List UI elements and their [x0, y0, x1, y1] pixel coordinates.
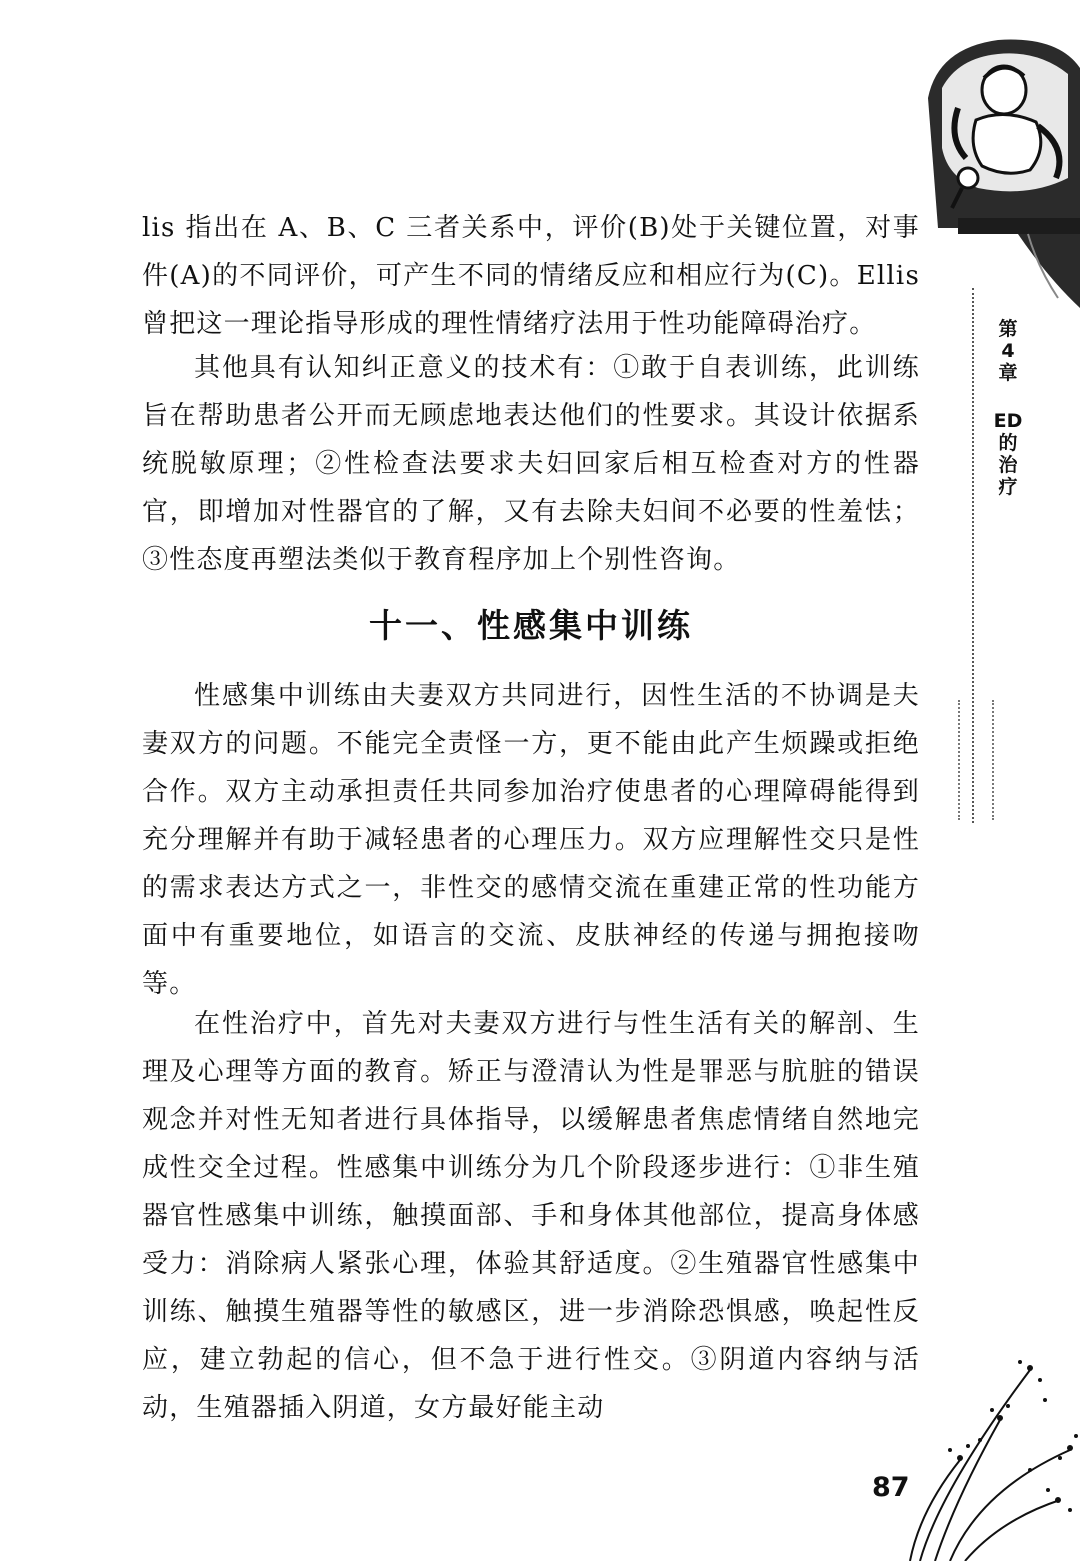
page-number: 87	[872, 1472, 910, 1503]
paragraph: 性感集中训练由夫妻双方共同进行，因性生活的不协调是夫妻双方的问题。不能完全责怪一方，更不能由此产生烦躁或拒绝合作。双方主动承担责任共同参加治疗使患者的心理障碍能得到充分理解并有助于减轻患者的心理压力。双方应理解性交只是性的需求表达方式之一，非性交的感情交流在重建正常的性功能方面中有重要地位，如语言的交流、皮肤神经的传递与拥抱接吻等。	[142, 681, 920, 999]
paragraph-block	[142, 204, 920, 348]
chapter-figure-illustration-icon	[918, 28, 1080, 320]
chapter-topic	[994, 410, 1023, 498]
section-heading: 十一、性感集中训练	[369, 606, 693, 645]
chapter-char: 4	[1001, 340, 1015, 362]
paragraph-continued: lis 指出在 A、B、C 三者关系中，评价(B)处于关键位置，对事件(A)的不同评价，可产生不同的情绪反应和相应行为(C)。Ellis 曾把这一理论指导形成的理性情绪疗法用于性功能障碍治疗。	[142, 213, 920, 339]
chapter-side-tab	[980, 318, 1036, 498]
side-dotted-rule	[958, 700, 960, 820]
side-dotted-rule	[972, 288, 974, 823]
paragraph: 在性治疗中，首先对夫妻双方进行与性生活有关的解剖、生理及心理等方面的教育。矫正与澄清认为性是罪恶与肮脏的错误观念并对性无知者进行具体指导，以缓解患者焦虑情绪自然地完成性交全过程。性感集中训练分为几个阶段逐步进行：①非生殖器官性感集中训练，触摸面部、手和身体其他部位，提高身体感受力：消除病人紧张心理，体验其舒适度。②生殖器官性感集中训练、触摸生殖器等性的敏感区，进一步消除恐惧感，唤起性反应，建立勃起的信心，但不急于进行性交。③阴道内容纳与活动，生殖器插入阴道，女方最好能主动	[142, 1009, 920, 1423]
paragraph-block	[142, 1000, 920, 1432]
paragraph-block	[142, 672, 920, 1008]
topic-char: ED	[993, 410, 1023, 432]
topic-char: 的	[998, 432, 1018, 454]
paragraph-block	[142, 344, 920, 584]
sparkle-decoration-icon	[880, 1340, 1080, 1561]
chapter-char: 第	[998, 318, 1018, 340]
chapter-number	[998, 318, 1017, 384]
chapter-char: 章	[998, 362, 1018, 384]
side-dotted-rule	[992, 700, 994, 820]
paragraph: 其他具有认知纠正意义的技术有：①敢于自表训练，此训练旨在帮助患者公开而无顾虑地表达他们的性要求。其设计依据系统脱敏原理；②性检查法要求夫妇回家后相互检查对方的性器官，即增加对性器官的了解，又有去除夫妇间不必要的性羞怯；③性态度再塑法类似于教育程序加上个别性咨询。	[142, 353, 920, 575]
topic-char: 疗	[998, 476, 1018, 498]
topic-char: 治	[998, 454, 1018, 476]
